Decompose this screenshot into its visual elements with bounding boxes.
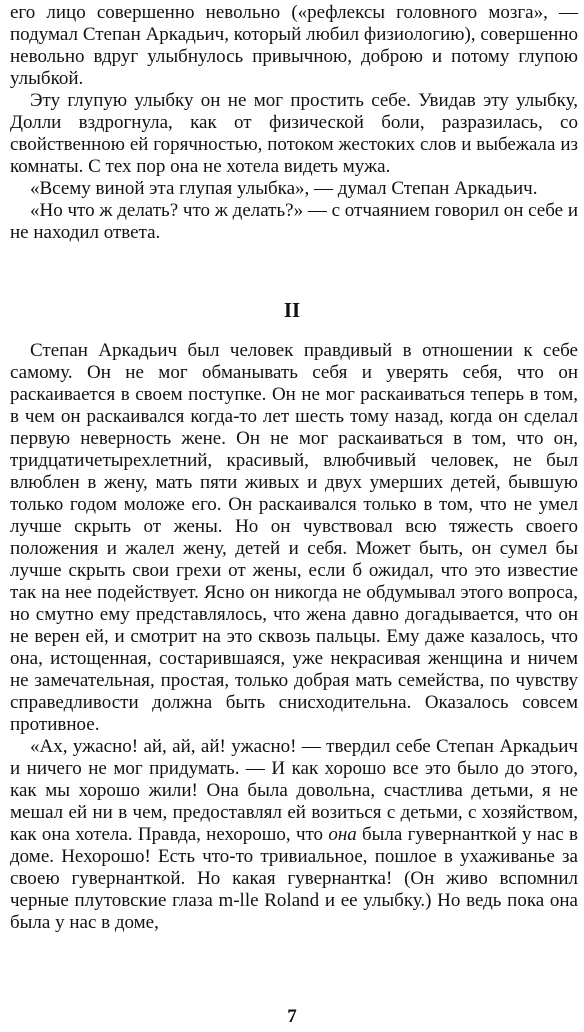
chapter-heading: II: [283, 298, 301, 322]
paragraph-continuation: его лицо совершенно невольно («рефлексы головного мозга», — подумал Степан Аркадьич, который любил физиологию), совершенно невольно вдруг улыбнулось привычною, доброю и потому глупою улыбкой.: [10, 2, 578, 89]
paragraph-stupid-smile: Эту глупую улыбку он не мог простить себе. Увидав эту улыбку, Долли вздрогнула, как от физической боли, разразилась, со свойственною ей горячностью, потоком жестоких слов и выбежала из комнаты. С тех пор она не хотела видеть мужа.: [10, 90, 578, 177]
top-text-block: [10, 2, 578, 244]
paragraph-what-to-do: «Но что ж делать? что ж делать?» — с отчаянием говорил он себе и не находил ответа.: [10, 200, 578, 243]
paragraph-text-after-italic: была гувернанткой у нас в доме. Нехорошо! Есть что-то тривиальное, пошлое в ухаживанье за своею гувернанткой. Но какая гувернантка! (Он живо вспомнил черные плутовские глаза m-lle Roland и ее улыбку.) Но ведь пока она была у нас в доме,: [10, 824, 578, 933]
paragraph-terrible: [10, 736, 578, 934]
main-text-block: [10, 340, 578, 934]
paragraph-truthful-man: Степан Аркадьич был человек правдивый в отношении к себе самому. Он не мог обманывать себя и уверять себя, что он раскаивается в своем поступке. Он не мог раскаиваться теперь в том, в чем он раскаивался когда-то лет шесть тому назад, когда он сделал первую неверность жене. Он не мог раскаиваться в том, что он, тридцатичетырехлетний, красивый, влюбчивый человек, не был влюблен в жену, мать пяти живых и двух умерших детей, бывшую только годом моложе его. Он раскаивался только в том, что не умел лучше скрыть от жены. Но он чувствовал всю тяжесть своего положения и жалел жену, детей и себя. Может быть, он сумел бы лучше скрыть свои грехи от жены, если б ожидал, что это известие так на нее подействует. Ясно он никогда не обдумывал этого вопроса, но смутно ему представлялось, что жена давно догадывается, что он не верен ей, и смотрит на это сквозь пальцы. Ему даже казалось, что она, истощенная, состарившаяся, уже некрасивая женщина и ничем не замечательная, простая, только добрая мать семейства, по чувству справедливости должна быть снисходительна. Оказалось совсем противное.: [10, 340, 578, 735]
paragraph-all-fault: «Всему виной эта глупая улыбка», — думал Степан Аркадьич.: [30, 178, 538, 199]
paragraph-text-before-italic: «Ах, ужасно! ай, ай, ай! ужасно! — твердил себе Степан Аркадьич и ничего не мог придумать. — И как хорошо все это было до этого, как мы хорошо жили! Она была довольна, счастлива детьми, я не мешал ей ни в чем, предоставлял ей возиться с детьми, с хозяйством, как она хотела. Правда, нехорошо, что: [10, 736, 578, 845]
italic-word: она: [328, 824, 357, 845]
page-number: 7: [287, 1006, 297, 1027]
